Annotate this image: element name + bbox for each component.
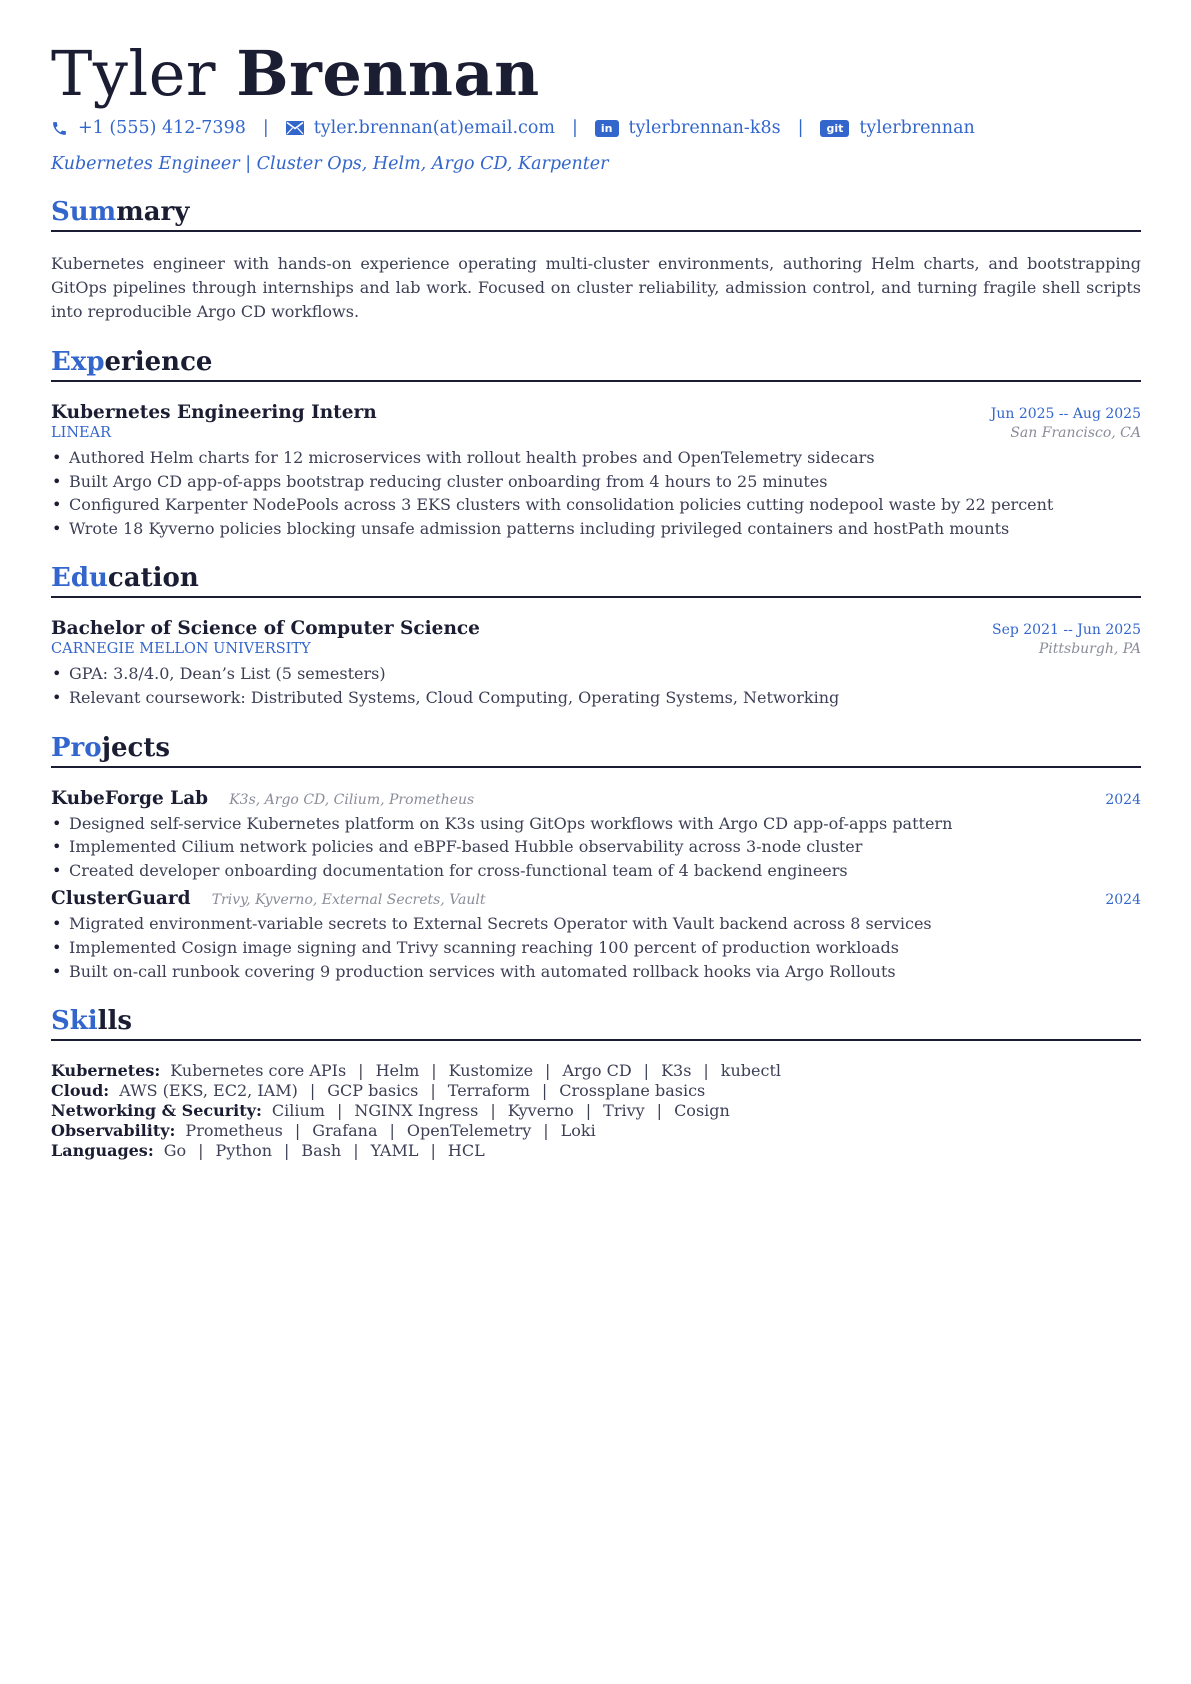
section-heading-summary: Summary (51, 196, 1141, 232)
skill-item: Grafana (312, 1121, 378, 1141)
skill-item: GCP basics (327, 1081, 419, 1101)
first-name: Tyler (51, 37, 217, 110)
skill-item: K3s (661, 1061, 692, 1081)
degree-title: Bachelor of Science of Computer Science (51, 618, 480, 640)
list-item: • Built on-call runbook covering 9 production services with automated rollback hooks via Argo Rollouts (51, 960, 1141, 984)
skill-item: Go (163, 1141, 187, 1161)
skill-item: kubectl (720, 1061, 782, 1081)
job-dates: Jun 2025 -- Aug 2025 (990, 406, 1141, 422)
skills-separator: | (545, 1061, 551, 1081)
education-entry (51, 618, 1141, 709)
skills-separator: | (336, 1101, 343, 1121)
list-item: • Implemented Cosign image signing and Trivy scanning reaching 100 percent of production workloads (51, 936, 1141, 960)
skills-separator: | (543, 1121, 549, 1141)
skills-separator: | (309, 1081, 316, 1101)
github-icon: git (820, 120, 849, 137)
skills-separator: | (541, 1081, 548, 1101)
envelope-icon (286, 121, 304, 135)
section-heading-education: Education (51, 562, 1141, 598)
skills-category: Languages: (51, 1141, 154, 1161)
list-item: • Authored Helm charts for 12 microservices with rollout health probes and OpenTelemetry sidecars (51, 446, 1141, 470)
list-item: • Designed self-service Kubernetes platform on K3s using GitOps workflows with Argo CD app-of-apps pattern (51, 812, 1141, 836)
last-name: Brennan (236, 37, 540, 110)
skill-item: Kubernetes core APIs (170, 1061, 347, 1081)
skills-separator: | (198, 1141, 204, 1161)
skills-separator: | (358, 1061, 364, 1081)
skill-item: NGINX Ingress (354, 1101, 479, 1121)
skill-item: HCL (447, 1141, 485, 1161)
skill-item: Kyverno (507, 1101, 574, 1121)
skill-item: Bash (301, 1141, 342, 1161)
skills-separator: | (430, 1081, 436, 1101)
skills-separator: | (656, 1101, 663, 1121)
project-bullets (51, 912, 1141, 983)
skills-category: Kubernetes: (51, 1061, 161, 1081)
list-item: • Wrote 18 Kyverno policies blocking unsafe admission patterns including privileged containers and hostPath mounts (51, 517, 1141, 541)
skills-row (51, 1101, 1141, 1121)
list-item: • Migrated environment-variable secrets to External Secrets Operator with Vault backend across 8 services (51, 912, 1141, 936)
job-bullets (51, 446, 1141, 540)
project-year: 2024 (1105, 791, 1141, 808)
section-heading-projects: Projects (51, 732, 1141, 768)
experience-entry (51, 402, 1141, 540)
contact-separator: | (572, 118, 578, 138)
skill-item: Cilium (271, 1101, 325, 1121)
list-item: • GPA: 3.8/4.0, Dean’s List (5 semesters) (51, 662, 1141, 686)
phone-icon (51, 120, 68, 137)
candidate-name (51, 36, 1141, 112)
tagline: Kubernetes Engineer | Cluster Ops, Helm, Argo CD, Karpenter (51, 154, 609, 174)
project-entry (51, 788, 1141, 883)
skill-item: Python (215, 1141, 273, 1161)
skill-item: Trivy (603, 1101, 645, 1121)
contact-email[interactable] (286, 118, 555, 138)
contact-phone[interactable] (51, 118, 246, 138)
skill-item: Crossplane basics (559, 1081, 706, 1101)
skills-separator: | (294, 1121, 301, 1141)
contact-bar (51, 116, 1141, 140)
skills-separator: | (389, 1121, 395, 1141)
skills-separator: | (284, 1141, 290, 1161)
list-item: • Created developer onboarding documentation for cross-functional team of 4 backend engineers (51, 859, 1141, 883)
skills-separator: | (430, 1141, 436, 1161)
skills-list (51, 1061, 1141, 1161)
skills-separator: | (353, 1141, 359, 1161)
skill-item: YAML (370, 1141, 419, 1161)
contact-linkedin[interactable] (595, 118, 781, 138)
project-bullets (51, 812, 1141, 883)
project-title: KubeForge Lab (51, 787, 209, 809)
skills-row (51, 1081, 1141, 1101)
school-location: Pittsburgh, PA (1038, 641, 1141, 658)
contact-github[interactable] (820, 118, 974, 138)
skill-item: Loki (560, 1121, 596, 1141)
skills-row (51, 1141, 1141, 1161)
github-text: tylerbrennan (859, 118, 975, 138)
contact-separator: | (262, 118, 269, 138)
education-bullets (51, 662, 1141, 709)
summary-text: Kubernetes engineer with hands-on experience operating multi-cluster environments, authoring Helm charts, and bootstrapping GitOps pipelines through internships and lab work. Focused on cluster reliability, admission control, and turning fragile shell scripts into reproducible Argo CD workflows. (51, 254, 1141, 321)
skills-row (51, 1121, 1141, 1141)
contact-separator: | (797, 118, 804, 138)
skills-separator: | (431, 1061, 437, 1081)
skills-row (51, 1061, 1141, 1081)
resume-page (51, 36, 1141, 1161)
project-stack: Trivy, Kyverno, External Secrets, Vault (211, 892, 486, 909)
list-item: • Configured Karpenter NodePools across 3 EKS clusters with consolidation policies cutting nodepool waste by 22 percent (51, 493, 1141, 517)
skill-item: Cosign (674, 1101, 730, 1121)
school-name: CARNEGIE MELLON UNIVERSITY (51, 641, 311, 658)
project-entry (51, 888, 1141, 983)
linkedin-text: tylerbrennan-k8s (628, 118, 781, 138)
project-stack: K3s, Argo CD, Cilium, Prometheus (229, 791, 475, 808)
skills-separator: | (643, 1061, 650, 1081)
list-item: • Implemented Cilium network policies and eBPF-based Hubble observability across 3-node cluster (51, 835, 1141, 859)
linkedin-icon: in (595, 120, 619, 137)
project-title: ClusterGuard (51, 888, 191, 910)
degree-dates: Sep 2021 -- Jun 2025 (991, 622, 1141, 639)
skill-item: Prometheus (185, 1121, 283, 1141)
section-heading-skills: Skills (51, 1005, 1141, 1041)
skills-separator: | (585, 1101, 592, 1121)
skills-separator: | (703, 1061, 709, 1081)
skill-item: AWS (EKS, EC2, IAM) (119, 1081, 298, 1101)
email-text: tyler.brennan(at)email.com (313, 118, 555, 138)
skills-separator: | (490, 1101, 496, 1121)
job-location: San Francisco, CA (1010, 425, 1141, 441)
job-company: LINEAR (51, 425, 112, 441)
phone-text: +1 (555) 412-7398 (78, 118, 246, 138)
list-item: • Relevant coursework: Distributed Systems, Cloud Computing, Operating Systems, Networking (51, 686, 1141, 710)
skills-category: Cloud: (51, 1081, 110, 1101)
skill-item: Kustomize (448, 1061, 534, 1081)
list-item: • Built Argo CD app-of-apps bootstrap reducing cluster onboarding from 4 hours to 25 minutes (51, 470, 1141, 494)
job-title: Kubernetes Engineering Intern (51, 402, 377, 423)
project-year: 2024 (1105, 892, 1141, 909)
skill-item: Helm (375, 1061, 420, 1081)
skills-category: Networking & Security: (51, 1101, 262, 1121)
skill-item: Argo CD (562, 1061, 632, 1081)
skill-item: OpenTelemetry (406, 1121, 532, 1141)
skill-item: Terraform (447, 1081, 530, 1101)
section-heading-experience: Experience (51, 346, 1141, 382)
skills-category: Observability: (51, 1121, 176, 1141)
